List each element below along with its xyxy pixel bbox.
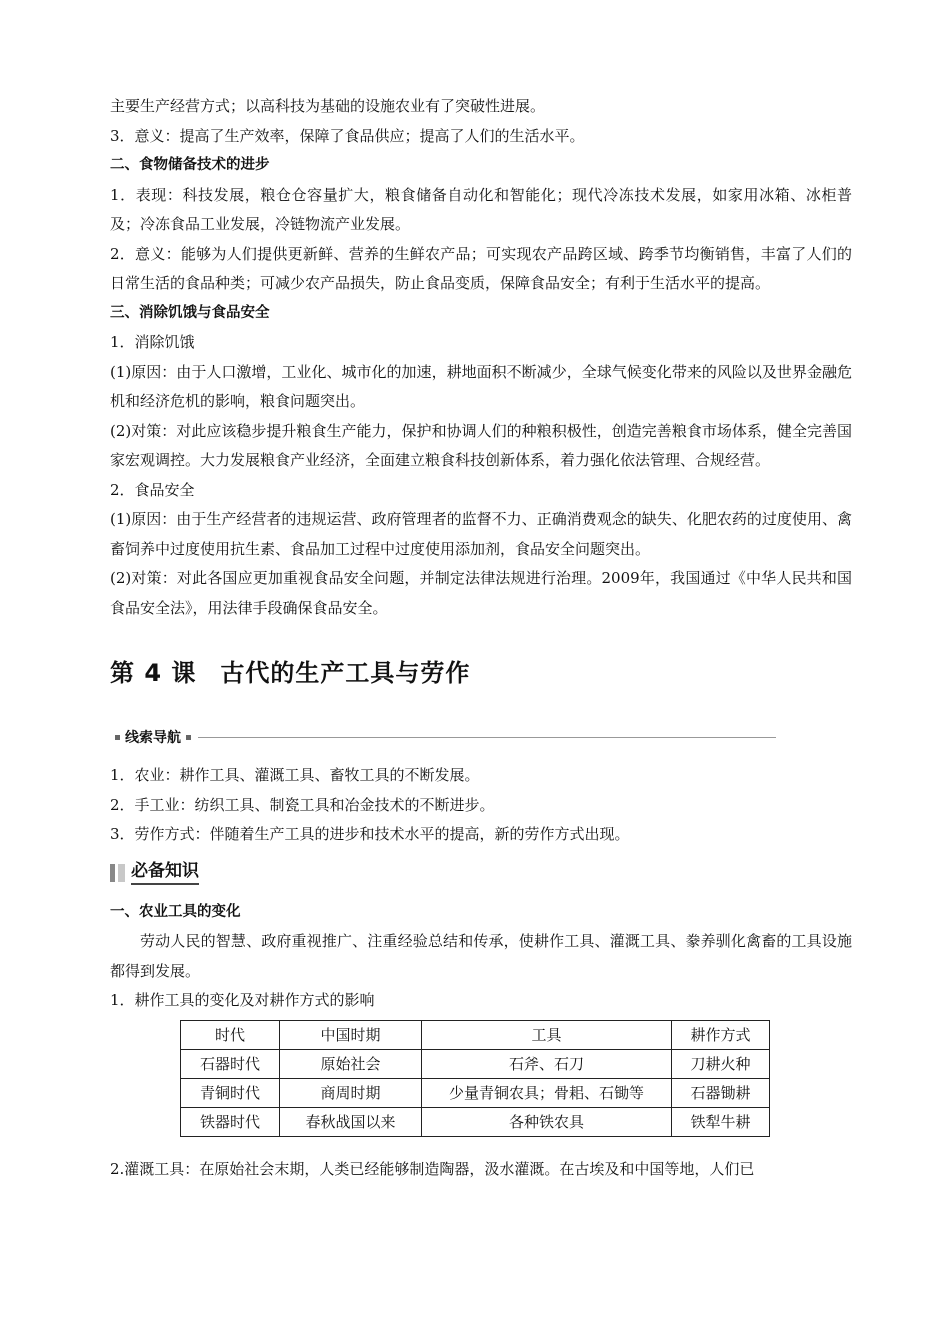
nav-item-agriculture: 1．农业：耕作工具、灌溉工具、畜牧工具的不断发展。 (110, 766, 480, 784)
table-cell: 各种铁农具 (422, 1107, 672, 1136)
table-cell: 商周时期 (280, 1078, 422, 1107)
table-cell: 石器锄耕 (672, 1078, 770, 1107)
essential-knowledge-label: 必备知识 (131, 860, 199, 885)
table-cell: 青铜时代 (181, 1078, 280, 1107)
paragraph-significance: 3．意义：提高了生产效率，保障了食品供应；提高了人们的生活水平。 (110, 126, 585, 145)
nav-item-handicraft: 2．手工业：纺织工具、制瓷工具和冶金技术的不断进步。 (110, 795, 495, 814)
table-row (181, 1078, 770, 1107)
divider-line (198, 737, 776, 738)
paragraph-storage-significance: 2．意义：能够为人们提供更新鲜、营养的生鲜农产品；可实现农产品跨区域、跨季节均衡销售，丰富了人们的日常生活的食品种类；可减少农产品损失，防止食品变质，保障食品安全；有利于生活水平的提高。 (110, 244, 852, 292)
table-row (181, 1049, 770, 1078)
nav-item-labor: 3．劳作方式：伴随着生产工具的进步和技术水平的提高，新的劳作方式出现。 (110, 825, 630, 843)
paragraph-storage-performance: 1．表现：科技发展，粮仓仓容量扩大，粮食储备自动化和智能化；现代冷冻技术发展，如家用冰箱、冰柜普及；冷冻食品工业发展，冷链物流产业发展。 (110, 185, 852, 233)
paragraph-safety-cause: (1)原因：由于生产经营者的违规运营、政府管理者的监督不力、正确消费观念的缺失、化肥农药的过度使用、禽畜饲养中过度使用抗生素、食品加工过程中过度使用添加剂，食品安全问题突出。 (110, 510, 852, 558)
table-header-cell: 时代 (181, 1020, 280, 1049)
table-caption: 1．耕作工具的变化及对耕作方式的影响 (110, 991, 375, 1009)
section-heading-food-storage: 二、食物储备技术的进步 (110, 157, 270, 173)
lesson-name: 古代的生产工具与劳作 (220, 659, 471, 687)
table-cell: 春秋战国以来 (280, 1107, 422, 1136)
table-row (181, 1107, 770, 1136)
table-header-row (181, 1020, 770, 1049)
document-page (110, 92, 852, 1184)
farming-tools-table (180, 1020, 770, 1137)
paragraph-production-mode: 主要生产经营方式；以高科技为基础的设施农业有了突破性进展。 (110, 97, 546, 115)
table-header-cell: 耕作方式 (672, 1020, 770, 1049)
table-cell: 原始社会 (280, 1049, 422, 1078)
square-bullet-icon (186, 735, 191, 740)
table-cell: 少量青铜农具；骨耜、石锄等 (422, 1078, 672, 1107)
section-bar-icon (118, 864, 125, 882)
subheading-eliminate-hunger: 1．消除饥饿 (110, 333, 195, 351)
clue-navigation-header (110, 725, 852, 749)
table-cell: 石斧、石刀 (422, 1049, 672, 1078)
paragraph-agri-intro: 劳动人民的智慧、政府重视推广、注重经验总结和传承，使耕作工具、灌溉工具、豢养驯化禽畜的工具设施都得到发展。 (110, 932, 852, 980)
paragraph-hunger-measures: (2)对策：对此应该稳步提升粮食生产能力，保护和协调人们的种粮积极性，创造完善粮食市场体系，健全完善国家宏观调控。大力发展粮食产业经济，全面建立粮食科技创新体系，着力强化依法管理、合规经营。 (110, 421, 852, 469)
clue-navigation-list (110, 761, 852, 850)
table-header-cell: 工具 (422, 1020, 672, 1049)
section-heading-agri-tools: 一、农业工具的变化 (110, 903, 241, 920)
essential-knowledge-header (110, 858, 852, 888)
subheading-food-safety: 2．食品安全 (110, 480, 195, 499)
clue-navigation-label: 线索导航 (125, 730, 181, 746)
table-cell: 石器时代 (181, 1049, 280, 1078)
table-header-cell: 中国时期 (280, 1020, 422, 1049)
lesson-title (110, 653, 852, 693)
table-cell: 铁犁牛耕 (672, 1107, 770, 1136)
square-bullet-icon (115, 735, 120, 740)
paragraph-safety-measures: (2)对策：对此各国应更加重视食品安全问题，并制定法律法规进行治理。2009年，我国通过《中华人民共和国食品安全法》，用法律手段确保食品安全。 (110, 569, 852, 617)
lesson-number: 第 4 课 (110, 659, 197, 687)
section-bar-icon (110, 864, 115, 882)
section-heading-hunger-safety: 三、消除饥饿与食品安全 (110, 304, 270, 321)
table-cell: 铁器时代 (181, 1107, 280, 1136)
table-cell: 刀耕火种 (672, 1049, 770, 1078)
paragraph-hunger-cause: (1)原因：由于人口激增，工业化、城市化的加速，耕地面积不断减少，全球气候变化带来的风险以及世界金融危机和经济危机的影响，粮食问题突出。 (110, 362, 852, 410)
paragraph-irrigation-tools: 2.灌溉工具：在原始社会末期，人类已经能够制造陶器，汲水灌溉。在古埃及和中国等地，人们已 (110, 1159, 755, 1178)
